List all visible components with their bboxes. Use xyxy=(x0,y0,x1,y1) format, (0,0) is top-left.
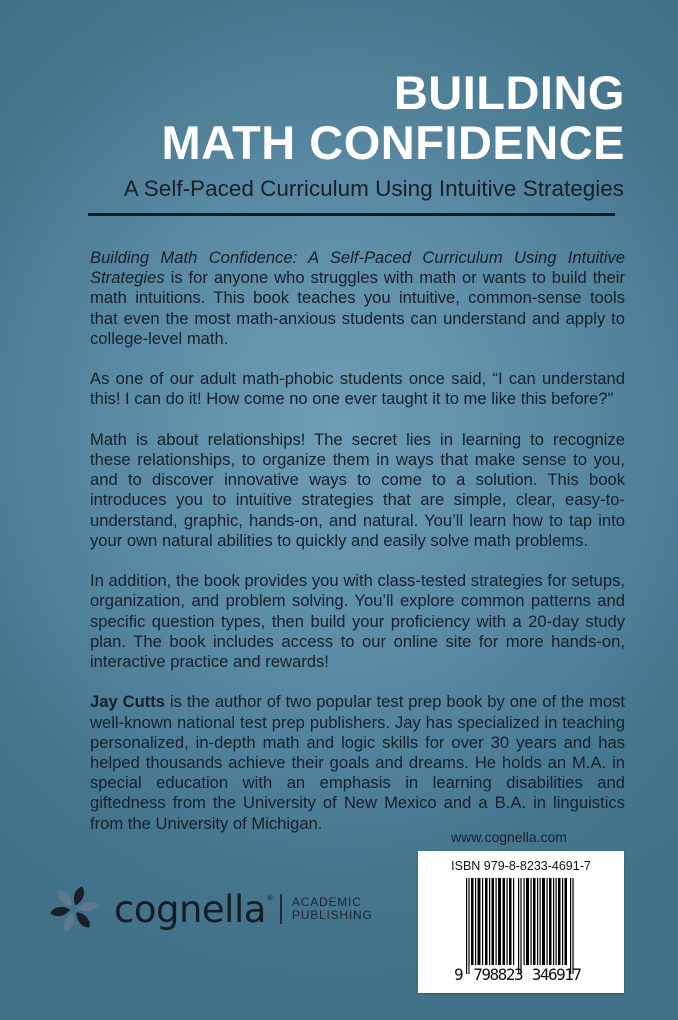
publisher-tagline: ACADEMIC PUBLISHING xyxy=(291,895,373,922)
blurb-paragraph-3: Math is about relationships! The secret lies in learning to recognize these relationships, to organize them in ways that make sense to you, and to discover innovative ways to come to a solution. This book introduces you to intuitive strategies that are simple, clear, easy-to-understand, graphic, hands-on, and natural. You’ll learn how to tap into your own natural abilities to quickly and easily solve math problems. xyxy=(90,429,625,550)
blurb xyxy=(90,248,625,854)
author-bio: Jay Cutts is the author of two popular test prep book by one of the most well-known national test prep publishers. Jay has specialized in teaching personalized, in-depth math and logic skills for over 30 years and has helped thousands achieve their goals and dreams. He holds an M.A. in special education with an emphasis in learning disabilities and giftedness from the University of New Mexico and a B.A. in linguistics from the University of Michigan. xyxy=(90,692,625,833)
title-line-1: BUILDING xyxy=(393,66,625,119)
blurb-paragraph-1: Building Math Confidence: A Self-Paced Curriculum Using Intuitive Strategies is for anyone who struggles with math or wants to build their math intuitions. This book teaches you intuitive, common-sense tools that even the most math-anxious students can understand and apply to college-level math. xyxy=(90,248,625,348)
title-line-2: MATH CONFIDENCE xyxy=(161,116,625,169)
blurb-paragraph-4: In addition, the book provides you with class-tested strategies for setups, organization, and problem solving. You’ll explore common patterns and specific question types, then build your proficiency with a 20-day study plan. The book includes access to our online site for more hands-on, interactive practice and rewards! xyxy=(90,571,625,672)
barcode-icon xyxy=(466,878,576,978)
barcode-digits xyxy=(454,965,581,984)
publisher-logo xyxy=(46,883,373,935)
registered-mark: ® xyxy=(266,893,273,902)
cognella-flower-logo-icon xyxy=(46,881,102,937)
title-divider xyxy=(88,213,615,216)
logo-divider xyxy=(280,894,282,924)
book-subtitle: A Self-Paced Curriculum Using Intuitive Strategies xyxy=(123,176,624,201)
isbn-label: ISBN 979-8-8233-4691-7 xyxy=(451,859,591,873)
publisher-url: www.cognella.com xyxy=(451,829,567,845)
barcode-group-2: 346917 xyxy=(531,965,581,984)
author-name: Jay Cutts xyxy=(90,692,166,712)
publisher-name: cognella ® xyxy=(114,887,273,931)
book-title xyxy=(161,68,625,168)
barcode-group-1: 798823 xyxy=(473,965,523,984)
isbn-barcode xyxy=(418,851,624,993)
title-reference: Building Math Confidence: A Self-Paced Curriculum Using Intuitive Strategies xyxy=(90,248,625,288)
barcode-lead-digit: 9 xyxy=(454,965,464,984)
blurb-paragraph-2: As one of our adult math-phobic students once said, “I can understand this! I can do it! How come no one ever taught it to me like this before?" xyxy=(90,369,625,409)
